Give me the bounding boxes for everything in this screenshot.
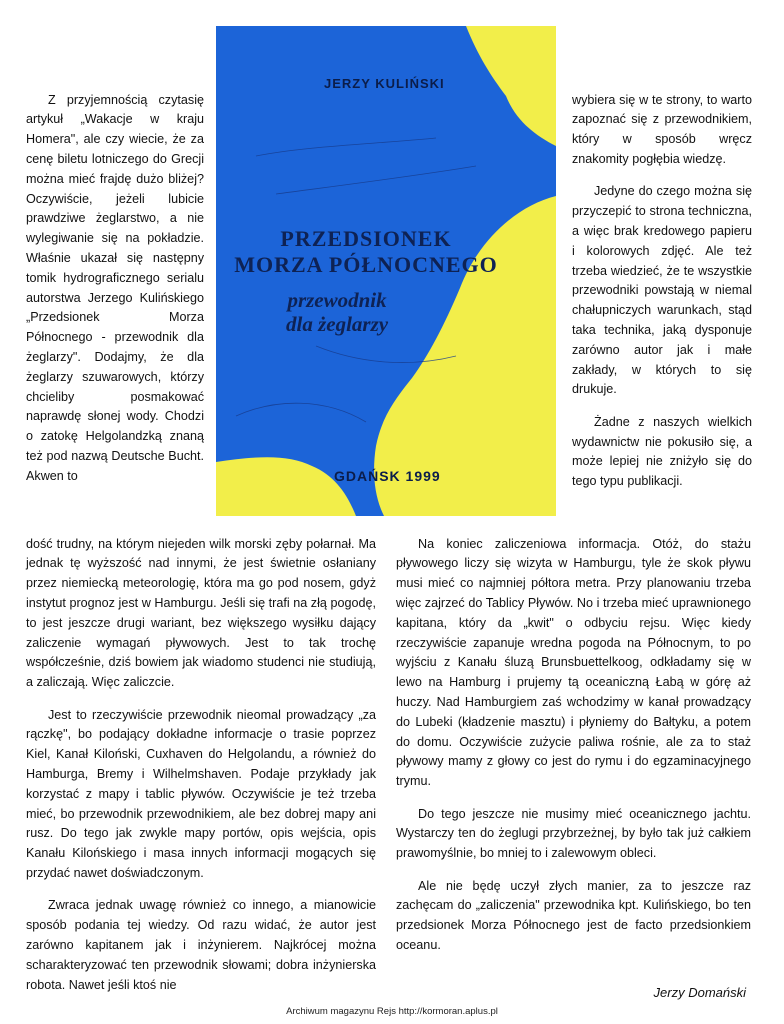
land-top-right — [466, 26, 556, 146]
article-paragraph: Do tego jeszcze nie musimy mieć oceanicznego jachtu. Wystarczy ten do żeglugi przybrzeżnej, by było tak już całkiem prawomyślnie, bo mniej to i zalewowym obleci. — [396, 806, 751, 861]
land-bottom-left — [216, 457, 356, 516]
article-column-top-left — [26, 78, 204, 499]
article-paragraph: Żadne z naszych wielkich wydawnictw nie pokusiło się, a może lepiej nie zniżyło się do tego typu publikacji. — [572, 414, 752, 489]
article-paragraph: dość trudny, na którym niejeden wilk morski zęby połarnał. Ma jednak tę wyższość nad innymi, że jest świetnie osłaniany przez niemiecką meteorologię, która ma go pod nosem, gdyż instytut prognoz jest w Hamburgu. Jeśli się trafi na złą pogodę, to jest jeszcze drugi wariant, bez większego wysiłku dający zaliczenie wymagań pływowych. Jest to tak trochę współcześnie, dziś bowiem jak wiadomo studenci nie studiują, a zaliczają. Więc zaliczcie. — [26, 536, 376, 690]
cover-title — [216, 226, 516, 278]
article-paragraph: Na koniec zaliczeniowa informacja. Otóż, do stażu pływowego liczy się wizyta w Hamburgu, tyle że skok pływu musi mieć co najmniej półtora metra. Przy planowaniu trzeba więc zajrzeć do Tablicy Pływów. No i trzeba mieć uprawnionego kapitana, który da „kwit" o odbyciu rejsu. Więc kiedy rzeczywiście zapanuje wredna pogoda na Północnym, to po wyjściu z Kanału śluzą Brunsbuettelkoog, odkładamy się w lewo na Hamburg i prujemy tą oceaniczną Łabą w górę aż huczy. Nad Hamburgiem zaś wchodzimy w kanał prowadzący do Lubeki (kładzenie masztu) i płyniemy do Bałtyku, a potem do domu. Oczywiście zużycie paliwa rośnie, ale za to staż pływowy mamy z głowy co jest do rymu i do egzaminacyjnego trymu. — [396, 536, 751, 789]
cover-subtitle-line2: dla żeglarzy — [286, 312, 389, 336]
article-signature: Jerzy Domański — [653, 985, 746, 1000]
cover-subtitle — [286, 288, 388, 336]
article-paragraph: Zwraca jednak uwagę również co innego, a mianowicie sposób podania tej wiedzy. Od razu widać, że autor jest zarówno kapitanem jak i inżynierem. Najkrócej można scharakteryzować ten przewodnik słowami; dobra inżynierska robota. Nawet jeśli ktoś nie — [26, 898, 376, 992]
article-paragraph: Ale nie będę uczył złych manier, za to jeszcze raz zachęcam do „zaliczenia" przewodnika kpt. Kulińskiego, bo ten przedsionek Morza Północnego jest de facto przedsionkiem oceanu. — [396, 878, 751, 952]
book-cover — [216, 26, 556, 516]
article-paragraph: Z przyjemnością czytasię artykuł „Wakacje w kraju Homera", ale czy wiecie, że za cenę biletu lotniczego do Grecji można mieć frajdę dużo bliżej? Oczywiście, jeżeli lubicie prawdziwe żeglarstwo, a nie wylegiwanie się na pokładzie. Właśnie ukazał się następny tomik hydrograficznego serialu autorstwa Jerzego Kulińskiego „Przedsionek Morza Północnego - przewodnik dla żeglarzy". Dodajmy, że dla żeglarzy szuwarowych, którzy chcieliby posmakować naprawdę słonej wody. Chodzi o zatokę Helgolandzką znaną też pod nazwą Deutsche Bucht. Akwen to — [26, 92, 204, 483]
cover-author: JERZY KULIŃSKI — [324, 76, 445, 91]
article-column-bottom-right — [396, 522, 751, 968]
cover-title-line2: MORZA PÓŁNOCNEGO — [234, 252, 498, 277]
article-paragraph: Jest to rzeczywiście przewodnik nieomal prowadzący „za rączkę", bo podający dokładne informacje o trasie poprzez Kiel, Kanał Kiloński, Cuxhaven do Helgolandu, a również do Hamburga, Bremy i Wilhelmshaven. Podaje przykłady jak korzystać z mapy i tablic pływów. Oczywiście je też trzeba mieć, bo przewodnik przewodnikiem, ale bez dobrej mapy ani rusz. Do tego jak zwykle mapy portów, opis wejścia, opis Kanału Kilońskiego i masa innych informacji mogących się przydać nawet doświadczonym. — [26, 707, 376, 880]
archive-footer: Archiwum magazynu Rejs http://kormoran.aplus.pl — [286, 1006, 498, 1017]
article-paragraph: wybiera się w te strony, to warto zapoznać się z przewodnikiem, który w sposób wręcz znakomity pogłębia wiedzę. — [572, 92, 752, 166]
cover-title-line1: PRZEDSIONEK — [280, 226, 452, 251]
article-column-top-right — [572, 78, 752, 505]
cover-place-year: GDAŃSK 1999 — [334, 468, 441, 484]
article-paragraph: Jedyne do czego można się przyczepić to strona techniczna, a więc brak kredowego papieru i kolorowych zdjęć. Ale też trzeba wiedzieć, że te wszystkie przewodniki powstają w niemal chałupniczych warunkach, stąd taka technika, jaką dysponuje zarówno autor jak i małe zakłady, w których to się drukuje. — [572, 184, 752, 397]
article-column-bottom-left — [26, 522, 376, 1008]
cover-subtitle-line1: przewodnik — [287, 288, 387, 312]
